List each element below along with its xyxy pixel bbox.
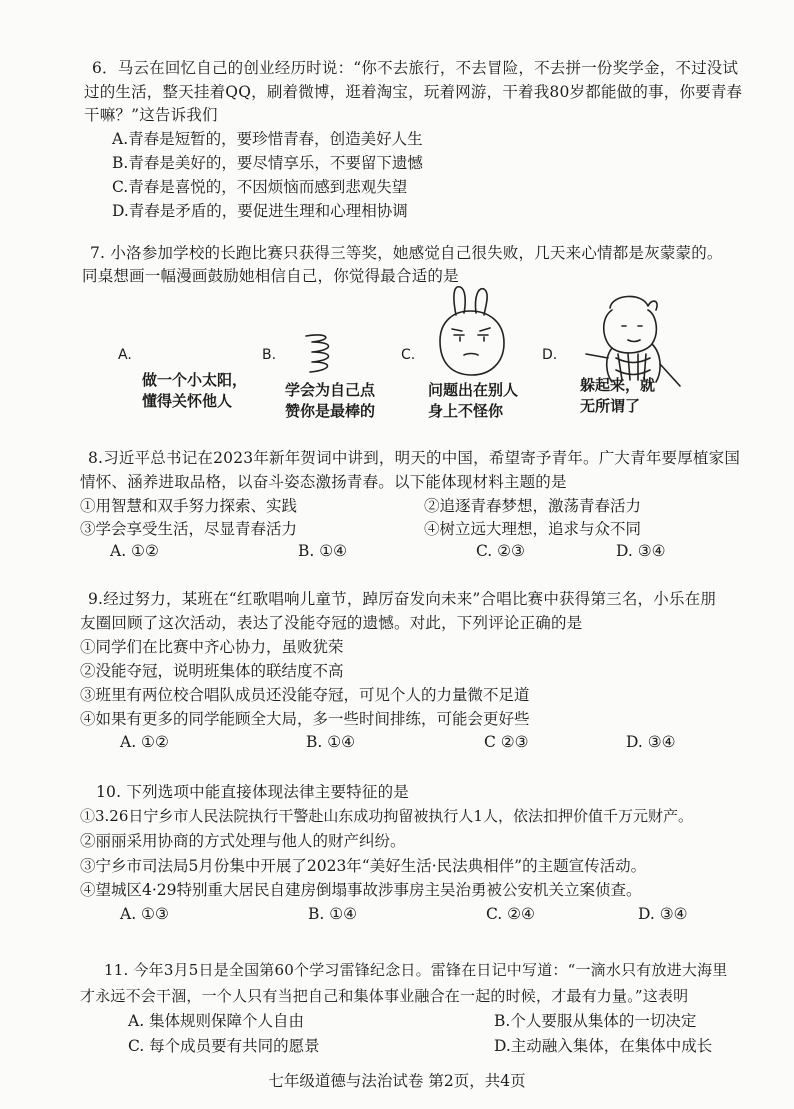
q7-stem-line-1: 7. 小洛参加学校的长跑比赛只获得三等奖，她感觉自己很失败，几天来心情都是灰蒙蒙的。 <box>90 244 723 262</box>
q8-stem-line-2: 情怀、涵养进取品格，以奋斗姿态激扬青春。以下能体现材料主题的是 <box>80 473 567 491</box>
q9-option-c: C ②③ <box>484 733 529 751</box>
q8-item-2: ②追逐青春梦想，激荡青春活力 <box>424 497 642 515</box>
q10-option-b: B. ①④ <box>308 905 358 923</box>
q8-option-a: A. ①② <box>110 542 159 560</box>
q10-item-3: ③宁乡市司法局5月份集中开展了2023年“美好生活·民法典相伴”的主题宣传活动。 <box>80 857 647 875</box>
q9-stem-line-2: 友圈回顾了这次活动，表达了没能夺冠的遗憾。对此，下列评论正确的是 <box>80 614 583 632</box>
spring-icon <box>300 330 340 376</box>
q7-option-b-letter: B. <box>262 347 277 363</box>
q10-item-2: ②丽丽采用协商的方式处理与他人的财产纠纷。 <box>80 832 406 850</box>
q6-option-a: A.青春是短暂的，要珍惜青春，创造美好人生 <box>112 130 423 148</box>
q9-item-1: ①同学们在比赛中齐心协力，虽败犹荣 <box>80 638 344 656</box>
q7-caption-a <box>142 370 247 412</box>
q8-item-4: ④树立远大理想，追求与众不同 <box>424 520 642 538</box>
q7-caption-c <box>428 380 518 422</box>
q7-caption-c-line-1: 问题出在别人 <box>428 381 519 399</box>
q10-option-a: A. ①③ <box>120 905 169 923</box>
q7-caption-b-line-2: 赞你是最棒的 <box>285 402 376 420</box>
q11-option-a: A. 集体规则保障个人自由 <box>128 1012 305 1030</box>
q11-stem-line-2: 才永远不会干涸，一个人只有当把自己和集体事业融合在一起的时候，才最有力量。”这表明 <box>80 987 689 1005</box>
q7-caption-c-line-2: 身上不怪你 <box>428 402 504 420</box>
q11-option-b: B.个人要服从集体的一切决定 <box>494 1012 697 1030</box>
hiding-person-icon <box>582 288 688 388</box>
q7-caption-d-line-2: 无所谓了 <box>580 397 641 415</box>
q10-item-4: ④望城区4·29特别重大居民自建房倒塌事故涉事房主吴治勇被公安机关立案侦查。 <box>80 881 642 899</box>
q7-caption-b <box>285 380 375 422</box>
q6-option-b: B.青春是美好的，要尽情享乐，不要留下遗憾 <box>112 154 423 172</box>
q7-caption-b-line-1: 学会为自己点 <box>285 381 376 399</box>
q6-stem-line-3: 干嘛？”这告诉我们 <box>84 106 218 124</box>
q10-stem: 10. 下列选项中能直接体现法律主要特征的是 <box>96 783 409 801</box>
q11-option-c: C. 每个成员要有共同的愿景 <box>128 1037 320 1055</box>
q7-caption-d-line-1: 躲起来，就 <box>580 376 656 394</box>
q9-item-3: ③班里有两位校合唱队成员还没能夺冠，可见个人的力量微不足道 <box>80 686 530 704</box>
q9-item-2: ②没能夺冠，说明班集体的联结度不高 <box>80 662 344 680</box>
q6-stem-line-2: 过的生活，整天挂着QQ，刷着微博，逛着淘宝，玩着网游，干着我80岁都能做的事，你要青春 <box>84 83 743 101</box>
q8-stem-line-1: 8.习近平总书记在2023年新年贺词中讲到，明天的中国，希望寄予青年。广大青年要厚植家国 <box>88 449 741 467</box>
q6-stem-line-1: 6．马云在回忆自己的创业经历时说：“你不去旅行，不去冒险，不去拼一份奖学金，不过没试 <box>92 59 739 77</box>
q10-option-d: D. ③④ <box>638 905 688 923</box>
q8-item-3: ③学会享受生活，尽显青春活力 <box>80 520 298 538</box>
q10-option-c: C. ②④ <box>486 905 535 923</box>
q8-option-c: C. ②③ <box>476 542 525 560</box>
q7-caption-a-line-1: 做一个小太阳， <box>142 371 248 389</box>
q7-stem-line-2: 同桌想画一幅漫画鼓励她相信自己，你觉得最合适的是 <box>82 267 459 285</box>
q9-stem-line-1: 9.经过努力，某班在“红歌唱响儿童节，踔厉奋发向未来”合唱比赛中获得第三名，小乐在朋 <box>88 590 717 608</box>
q8-option-d: D. ③④ <box>616 542 666 560</box>
q7-caption-d <box>580 375 655 417</box>
page-footer: 七年级道德与法治试卷 第2页，共4页 <box>268 1072 526 1090</box>
q7-option-a-letter: A. <box>118 347 132 363</box>
q7-option-c-letter: C. <box>401 347 416 363</box>
q10-item-1: ①3.26日宁乡市人民法院执行干警赴山东成功拘留被执行人1人，依法扣押价值千万元财产。 <box>80 807 693 825</box>
q11-stem-line-1: 11. 今年3月5日是全国第60个学习雷锋纪念日。雷锋在日记中写道：“一滴水只有放进大海里 <box>104 961 728 979</box>
q6-option-c: C.青春是喜悦的，不因烦恼而感到悲观失望 <box>112 178 408 196</box>
q9-item-4: ④如果有更多的同学能顾全大局，多一些时间排练，可能会更好些 <box>80 710 530 728</box>
q9-option-b: B. ①④ <box>306 733 356 751</box>
q7-option-d-letter: D. <box>542 347 558 363</box>
rabbit-face-icon <box>430 285 512 381</box>
q6-option-d: D.青春是矛盾的，要促进生理和心理相协调 <box>112 202 408 220</box>
q9-option-d: D. ③④ <box>626 733 676 751</box>
q9-option-a: A. ①② <box>120 733 169 751</box>
q8-item-1: ①用智慧和双手努力探索、实践 <box>80 497 298 515</box>
q11-option-d: D.主动融入集体，在集体中成长 <box>494 1037 713 1055</box>
q7-caption-a-line-2: 懂得关怀他人 <box>142 392 233 410</box>
q8-option-b: B. ①④ <box>298 542 348 560</box>
